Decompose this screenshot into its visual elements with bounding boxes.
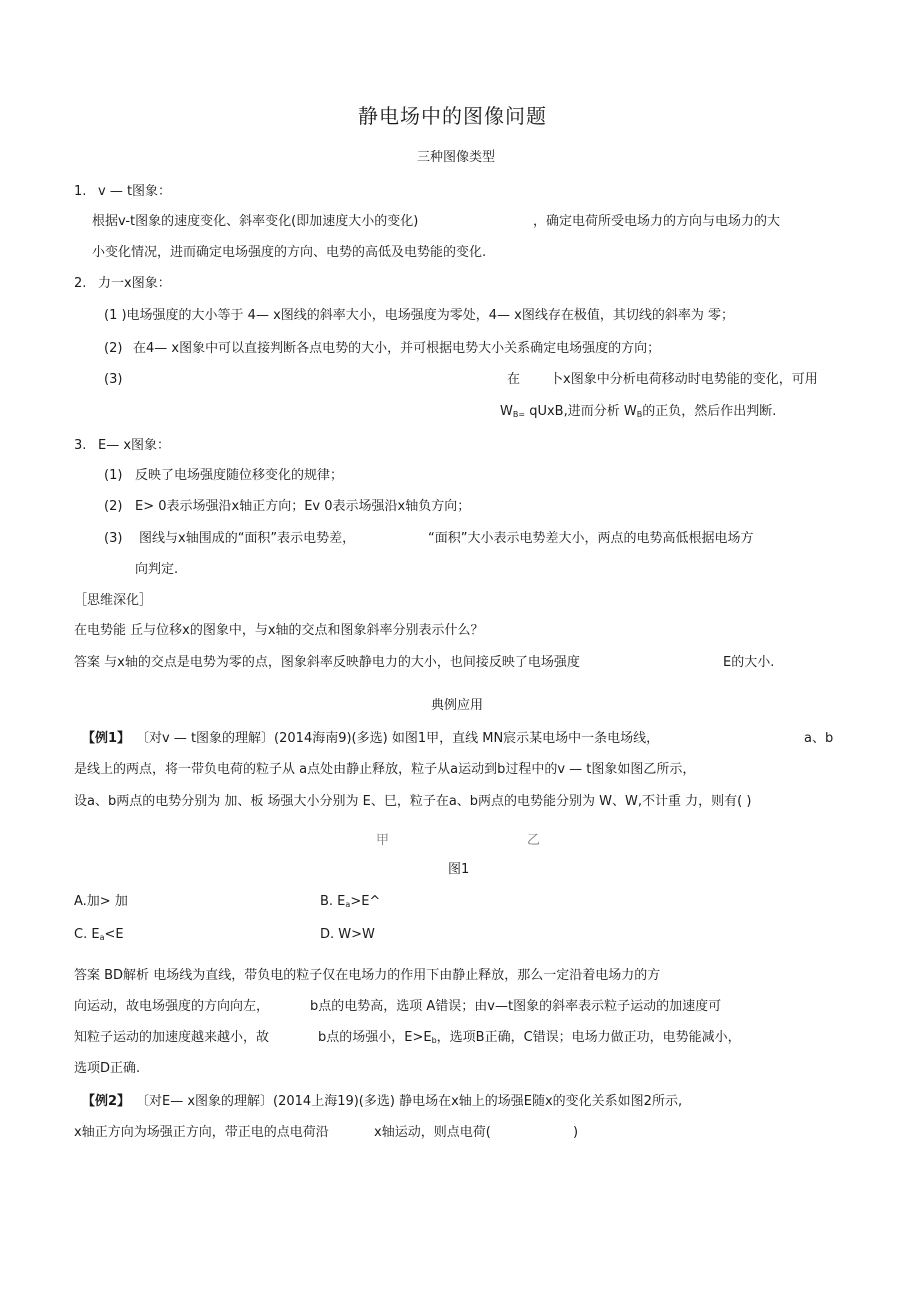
section-1-text: 小变化情况，进而确定电场强度的方向、电势的高低及电势能的变化. [92,245,487,260]
section-heading: 典例应用 [431,698,484,713]
section-3-heading: E— x图象： [98,438,171,453]
section-3-item: 图线与x轴围成的“面积”表示电势差， [139,531,356,546]
option-c: C. $E_a<E$ [74,927,124,942]
section-2-item: 卜x图象中分析电荷移动时电势能的变化，可用 [550,372,818,387]
example-1-text: 〔对v — t图象的理解〕(2014海南9)(多选) 如图1甲，直线 MN宸示某电场中一条电场线， [136,731,660,746]
section-3-item-number: (3) [104,531,123,546]
option-a: A.加> 加 [74,894,128,909]
example-1-text: 是线上的两点，将一带负电荷的粒子从 a点处由静止释放，粒子从a运动到b过程中的v — t图象如图乙所示， [74,762,696,777]
example-2-text: x轴正方向为场强正方向，带正电的点电荷沿 [74,1125,329,1140]
thinking-question: 在电势能 丘与位移x的图象中，与x轴的交点和图象斜率分别表示什么？ [74,623,484,638]
section-2-item: 在4— x图象中可以直接判断各点电势的大小，并可根据电势大小关系确定电场强度的方向； [133,341,661,356]
section-3-item-number: (1) [104,468,123,483]
example-1-answer: b点的电势高，选项 A错误；由v—t图象的斜率表示粒子运动的加速度可 [310,999,722,1014]
section-1-text: 根据v-t图象的速度变化、斜率变化(即加速度大小的变化) [92,214,419,229]
option-d: D. W>W [320,927,375,942]
figure-caption: 图1 [448,862,470,877]
example-2-text: x轴运动，则点电荷( [374,1125,491,1140]
example-2-text: 〔对E— x图象的理解〕(2014上海19)(多选) 静电场在x轴上的场强E随x的变化关系如图2所示, [136,1094,683,1109]
section-3-item: 反映了电场强度随位移变化的规律； [135,468,344,483]
option-b: B. $E_a>E\^{}$ [320,894,381,909]
section-3-item: 向判定. [135,562,179,577]
subtitle: 三种图像类型 [417,150,496,165]
section-2-heading: 力一x图象： [98,276,171,291]
example-1-answer: 知粒子运动的加速度越来越小，故 [74,1030,270,1045]
example-2-tag: 【例2】 [82,1094,131,1109]
section-3-item: E> 0表示场强沿x轴正方向；Ev 0表示场强沿x轴负方向； [135,499,471,514]
section-1-heading: v — t图象： [98,184,172,199]
thinking-label: ［思维深化］ [74,593,153,608]
figure-label-b: 乙 [527,833,541,848]
example-1-text: 设a、b两点的电势分别为 加、板 场强大小分别为 E、巳，粒子在a、b两点的电势能分别为 W、W,不计重 力，则有( ) [74,794,752,809]
section-2-item-number: (3) [104,372,123,387]
thinking-answer: 答案 与x轴的交点是电势为零的点，图象斜率反映静电力的大小，也间接反映了电场强度 [74,655,580,670]
example-1-tag: 【例1】 [82,731,131,746]
example-1-text: a、b [804,731,834,746]
section-1-text: ，确定电荷所受电场力的方向与电场力的大 [533,214,781,229]
section-3-item-number: (2) [104,499,123,514]
section-2-number: 2. [74,276,87,291]
section-3-item: “面积”大小表示电势差大小，两点的电势高低根据电场方 [428,531,754,546]
example-1-answer: b点的场强小，$E>E_b$，选项B正确，C错误；电场力做正功，电势能减小， [318,1030,741,1045]
figure-label-a: 甲 [376,833,390,848]
section-3-number: 3. [74,438,87,453]
thinking-answer: E的大小. [723,655,775,670]
section-2-item-number: (2) [104,341,123,356]
section-2-item-formula: $W_{B=}$ qUxB,进而分析 $W_B$的正负，然后作出判断. [500,404,777,419]
example-1-answer: 向运动，故电场强度的方向向左， [74,999,270,1014]
section-1-number: 1. [74,184,87,199]
example-1-answer: 答案 BD解析 电场线为直线，带负电的粒子仅在电场力的作用下由静止释放，那么一定沿着电场力的方 [74,968,661,983]
section-2-item: 在 [507,372,521,387]
example-2-text: ) [573,1125,579,1140]
example-1-answer: 选项D正确. [74,1061,141,1076]
section-2-item: (1 )电场强度的大小等于 4— x图线的斜率大小，电场强度为零处，4— x图线存在极值，其切线的斜率为 零； [104,308,735,323]
page-title: 静电场中的图像问题 [358,104,547,128]
